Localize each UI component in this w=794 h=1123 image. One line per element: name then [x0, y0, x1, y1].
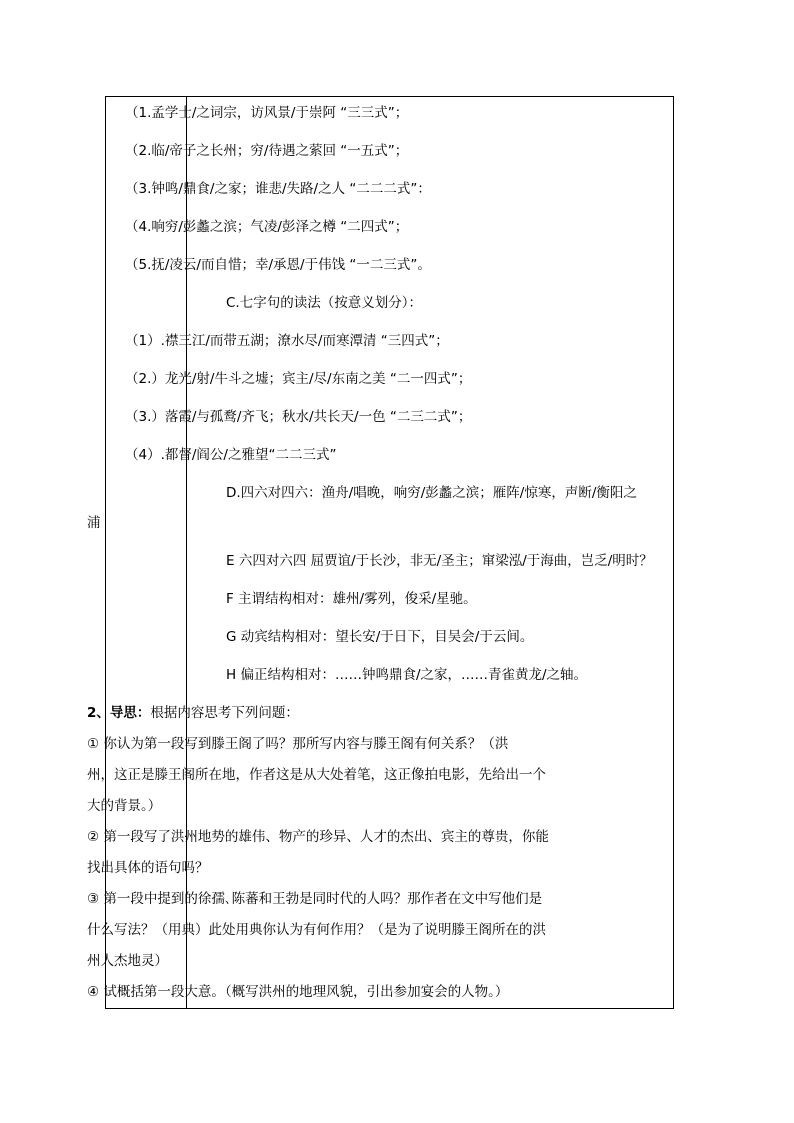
- text-line: （4.响穷/彭蠡之滨；气凌/彭泽之樽 “二四式”；: [125, 219, 409, 235]
- text-line: （1）.襟三江/而带五湖；潦水尽/而寒潭清 “三四式”；: [125, 333, 449, 349]
- text-line: （2.临/帝子之长州；穷/待遇之萦回 “一五式”；: [125, 143, 409, 159]
- text-line: ④ 试概括第一段大意。（概写洪州的地理风貌，引出参加宴会的人物。）: [87, 984, 509, 1000]
- text-line: （3.钟鸣/鼎食/之家；谁悲/失路/之人 “二二二式”：: [125, 181, 431, 197]
- text-line: F 主谓结构相对：雄州/雾列，俊采/星驰。: [226, 591, 477, 607]
- text-line: 什么写法？（用典）此处用典你认为有何作用？（是为了说明滕王阁所在的洪: [87, 922, 546, 938]
- text-line: H 偏正结构相对：……钟鸣鼎食/之家，……青雀黄龙/之轴。: [226, 667, 588, 683]
- text-line: 州人杰地灵）: [87, 953, 168, 969]
- text-line: （5.抚/凌云/而自惜；幸/承恩/于伟饯 “一二三式”。: [125, 257, 431, 273]
- text-line: E 六四对六四 屈贾谊/于长沙，非无/圣主；窜梁泓/于海曲，岂乏/明时？: [226, 553, 653, 569]
- text-line: ③ 第一段中提到的徐孺､陈蕃和王勃是同时代的人吗？那作者在文中写他们是: [87, 891, 543, 907]
- text-line: 找出具体的语句吗？: [87, 860, 209, 876]
- text-line: （2.）龙光/射/牛斗之墟；宾主/尽/东南之美 “二一四式”；: [125, 371, 472, 387]
- text-line: G 动宾结构相对：望长安/于日下，目吴会/于云间。: [226, 629, 534, 645]
- text-line: （1.孟学士/之词宗，访风景/于崇阿 “三三式”；: [125, 105, 409, 121]
- text-line: （3.）落霞/与孤鹜/齐飞；秋水/共长天/一色 “二三二式”；: [125, 409, 472, 425]
- text-line: C.七字句的读法（按意义划分）：: [226, 295, 422, 311]
- text-line: 浦: [87, 515, 101, 531]
- guide-line: [87, 703, 299, 723]
- text-line: （4）.都督/阎公/之雅望“二二三式”: [125, 447, 337, 463]
- text-line: 大的背景。）: [87, 798, 162, 814]
- text-line: 州，这正是滕王阁所在地，作者这是从大处着笔，这正像拍电影，先给出一个: [87, 767, 546, 783]
- guide-text: 根据内容思考下列问题：: [150, 705, 299, 721]
- text-line: D.四六对四六：渔舟/唱晚，响穷/彭蠡之滨；雁阵/惊寒，声断/衡阳之: [226, 485, 637, 501]
- text-line: ② 第一段写了洪州地势的雄伟、物产的珍异、人才的杰出、宾主的尊贵，你能: [87, 829, 549, 845]
- guide-heading: 2、导思：: [87, 705, 151, 721]
- text-line: ① 你认为第一段写到滕王阁了吗？那所写内容与滕王阁有何关系？（洪: [87, 736, 509, 752]
